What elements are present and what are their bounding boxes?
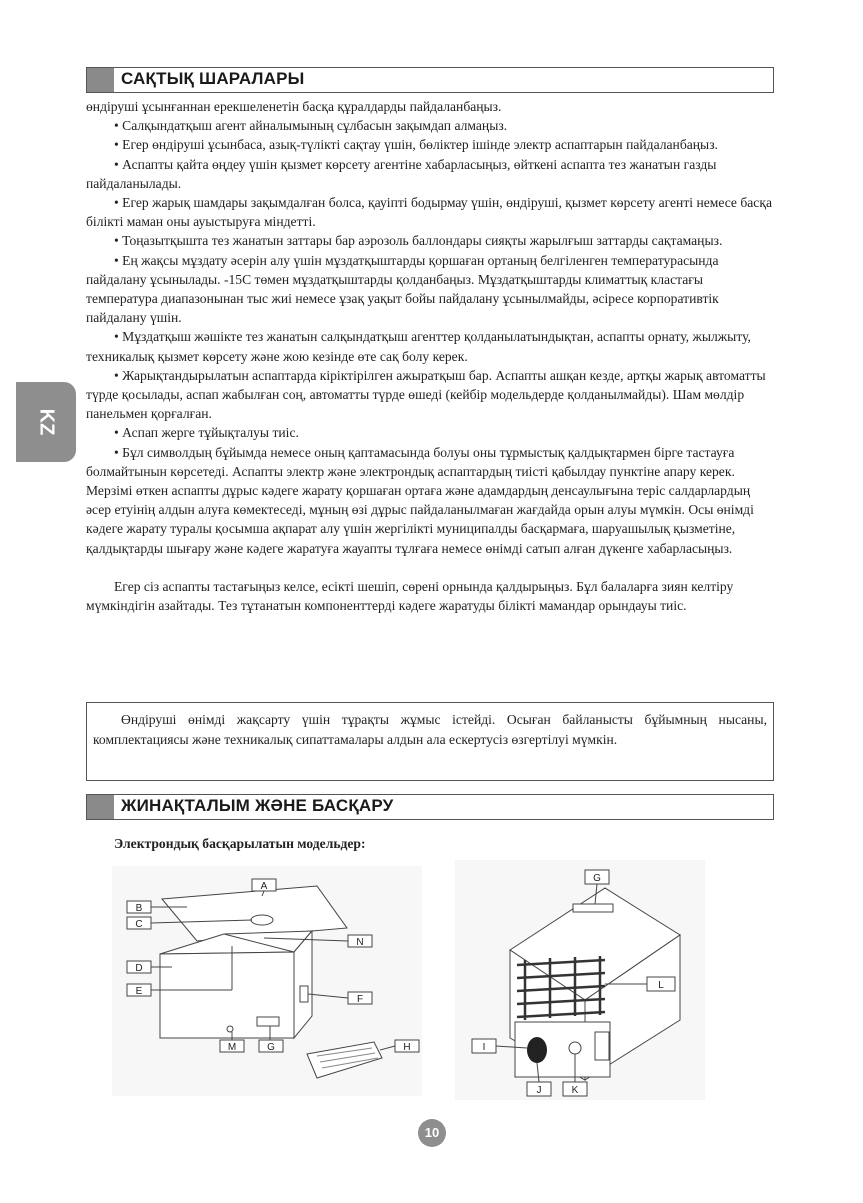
freezer-diagram-exterior: [112, 866, 422, 1096]
header-accent-bar: [87, 795, 114, 819]
section-header-assembly: [86, 794, 774, 820]
section-title: САҚТЫҚ ШАРАЛАРЫ: [121, 69, 305, 88]
header-accent-bar: [87, 68, 114, 92]
diagram-label: I: [482, 1042, 486, 1053]
bullet-paragraph: • Мұздатқыш жәшікте тез жанатын салқындатқыш агенттер қолданылатындықтан, аспапты орнату, жылжыту, техникалық қызмет көрсету және жою кезінде өте сақ болу керек.: [86, 329, 751, 364]
bullet-paragraph: • Аспап жерге тұйықталуы тиіс.: [114, 425, 299, 441]
diagram-label: C: [135, 919, 143, 930]
diagram-label: N: [356, 937, 364, 948]
diagram-label: G: [267, 1042, 275, 1053]
bullet-paragraph: • Егер жарық шамдары зақымдалған болса, қауіпті бодырмау үшін, өндіруші, қызмет көрсету агенті немесе басқа білікті маман оны ауыстыруға міндетті.: [86, 195, 772, 230]
diagram-label: D: [135, 963, 143, 974]
diagram-label: H: [403, 1042, 411, 1053]
diagram-label: L: [658, 980, 664, 991]
diagram-label: J: [536, 1085, 542, 1096]
diagram-label: E: [135, 986, 143, 997]
bullet-paragraph: • Тоңазытқышта тез жанатын заттары бар аэрозоль баллондары сияқты жарылғыш заттарды сақтамаңыз.: [114, 233, 723, 249]
diagram-label: B: [135, 903, 143, 914]
manufacturer-notice: Өндіруші өнімді жақсарту үшін тұрақты жұмыс істейді. Осыған байланысты бұйымның нысаны, комплектациясы және техникалық сипаттамалары алдын ала ескертусіз өзгертілуі мүмкін.: [86, 702, 774, 781]
bullet-paragraph: • Салқындатқыш агент айналымының сұлбасын зақымдап алмаңыз.: [114, 118, 508, 134]
bullet-paragraph: • Бұл символдың бұйымда немесе оның қаптамасында болуы оны тұрмыстық қалдықтармен бірге тастауға болмайтынын көрсетеді. Аспапты электр және электрондық аспаптардың тиісті қабылдау пунктіне апару керек. Мерзімі өткен аспапты дұрыс кәдеге жарату қоршаған ортаға және адамдардың денсаулығына теріс салдарлардың әсер етуінің алдын алуға көмектеседі, мұның өзі дұрыс пайдаланылмаған жағдайда орын алуы мүмкін. Осы өнімді кәдеге жарату туралы қосымша ақпарат алу үшін жергілікті муниципалды басқармаға, шаруашылық қызметіне, қалдықтарды шығару және кәдеге жаратуға жауапты тұлғаға немесе өнімді сатып алған дүкенге хабарласыңыз.: [86, 444, 754, 556]
diagram-label: F: [356, 994, 364, 1005]
language-tab-label: KZ: [35, 408, 58, 436]
section-title: ЖИНАҚТАЛЫМ ЖӘНЕ БАСҚАРУ: [121, 796, 394, 815]
subheading: Электрондық басқарылатын модельдер:: [114, 836, 366, 851]
section-header-precautions: [86, 67, 774, 93]
diagram-label: A: [260, 881, 268, 892]
bullet-paragraph: • Ең жақсы мұздату әсерін алу үшін мұздатқыштарды қоршаған ортаның белгіленген температурасында пайдалану ұсынылады. -15С төмен мұздатқыштарды қолданбаңыз. Мұздатқыштарды климаттық кластағы температура диапазонынан тыс жиі немесе ұзақ уақыт бойы пайдалану ұсынылмайды, әсіресе корпоративтік пайдалану үшін.: [86, 252, 719, 326]
precautions-text: [86, 97, 776, 615]
bullet-paragraph: • Егер өндіруші ұсынбаса, азық-түлікті сақтау үшін, бөліктер ішінде электр аспаптарын пайдаланбаңыз.: [114, 137, 718, 153]
paragraph: өндіруші ұсынғаннан ерекшеленетін басқа құралдарды пайдаланбаңыз.: [86, 99, 502, 114]
page-number: 10: [418, 1119, 446, 1147]
paragraph: Егер сіз аспапты тастағыңыз келсе, есікті шешіп, сөрені орнында қалдырыңыз. Бұл балаларға зиян келтіру мүмкіндігін азайтады. Тез тұтанатын компоненттерді кәдеге жаратуды білікті мамандар орындауы тиіс.: [86, 578, 734, 614]
bullet-paragraph: • Жарықтандырылатын аспаптарда кіріктірілген ажыратқыш бар. Аспапты ашқан кезде, артқы жарық автоматты түрде қосылады, аспап жабылған соң, автоматты түрде өшеді (кейбір модельдерде қолданылмайды). Шам мөлдір панельмен қорғалған.: [86, 367, 766, 422]
diagram-label: M: [227, 1042, 237, 1053]
diagram-label: K: [571, 1085, 579, 1096]
freezer-diagram-interior: [455, 860, 705, 1100]
diagram-label: G: [593, 873, 601, 884]
language-tab: [16, 382, 76, 462]
bullet-paragraph: • Аспапты қайта өңдеу үшін қызмет көрсету агентіне хабарласыңыз, өйткені аспапта тез жанатын газды пайдаланылады.: [86, 156, 717, 191]
